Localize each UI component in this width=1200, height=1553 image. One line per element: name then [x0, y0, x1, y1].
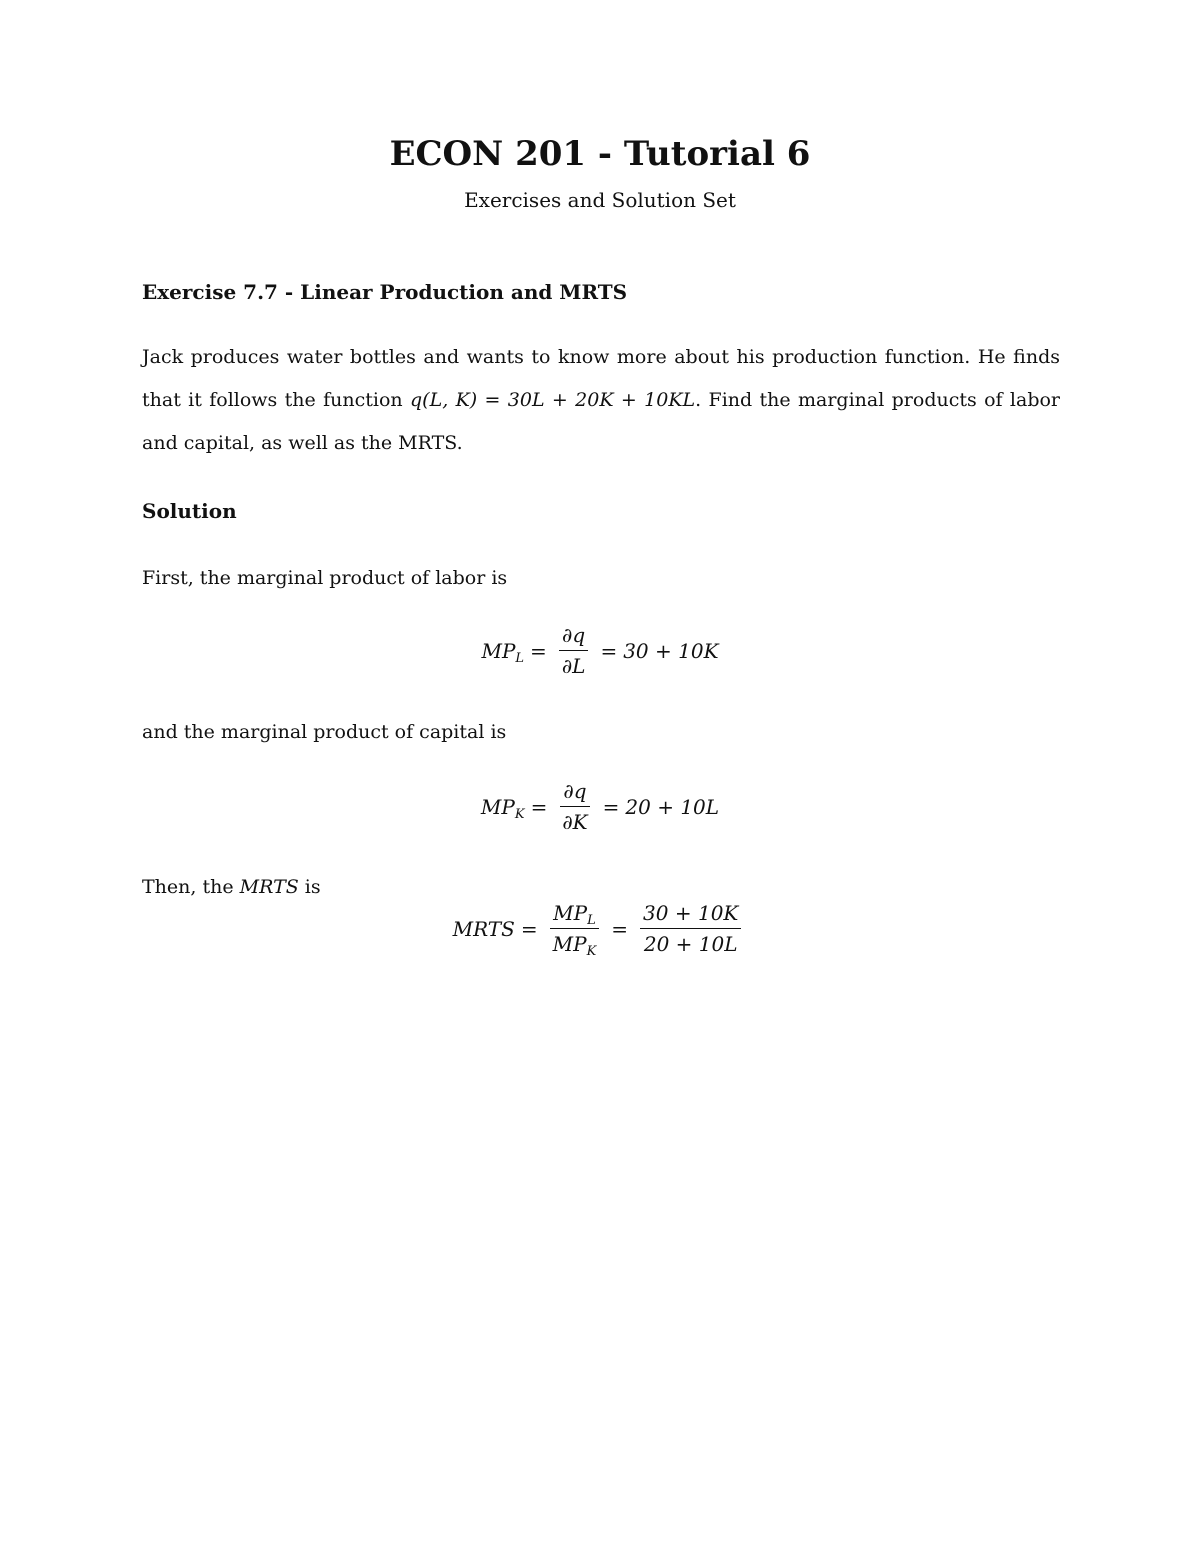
mrts-lhs: MRTS: [452, 916, 515, 941]
mpk-rhs: 20 + 10L: [625, 794, 720, 819]
exercise-paragraph: [142, 336, 1060, 465]
equals-sign: =: [611, 916, 629, 941]
mrts-intro: Then, the MRTS is: [142, 876, 321, 898]
equals-sign: =: [602, 794, 620, 819]
mpk-derivative: $\frac{\partial q}{\partial K}$: [562, 779, 588, 834]
exercise-heading: Exercise 7.7 - Linear Production and MRTS: [142, 280, 628, 304]
equation-mrts: [0, 900, 1200, 957]
equals-sign: =: [600, 638, 618, 663]
mpl-intro: First, the marginal product of labor is: [142, 567, 508, 589]
mpk-intro: and the marginal product of capital is: [142, 721, 507, 743]
mpl-rhs: 30 + 10K: [623, 638, 719, 663]
equals-sign: =: [530, 794, 548, 819]
mrts-ratio-fraction: $\frac{MP_L}{MP_K}$: [550, 900, 600, 957]
document-subtitle: Exercises and Solution Set: [464, 188, 736, 212]
exercise-text-end: . Find the marginal products of labor and capital, as well as the MRTS.: [142, 389, 1061, 454]
mpl-derivative: $\frac{\partial q}{\partial L}$: [559, 622, 589, 679]
equals-sign: =: [520, 916, 538, 941]
production-function: q(L, K) = 30L + 20K + 10KL: [410, 389, 696, 411]
exercise-text-start: Jack produces water bottles and wants to know more about his production function. He finds that it follows the function: [142, 346, 1060, 411]
mpk-lhs: $MP_K$: [480, 794, 525, 822]
mpl-lhs: $MP_L$: [481, 638, 525, 666]
solution-heading: Solution: [142, 499, 237, 523]
mrts-value-fraction: $\frac{30 + 10K}{20 + 10L}$: [640, 900, 741, 957]
equation-mpk: [0, 778, 1200, 835]
equation-mpl: [0, 622, 1200, 679]
equals-sign: =: [530, 638, 547, 663]
document-title: ECON 201 - Tutorial 6: [389, 134, 811, 174]
